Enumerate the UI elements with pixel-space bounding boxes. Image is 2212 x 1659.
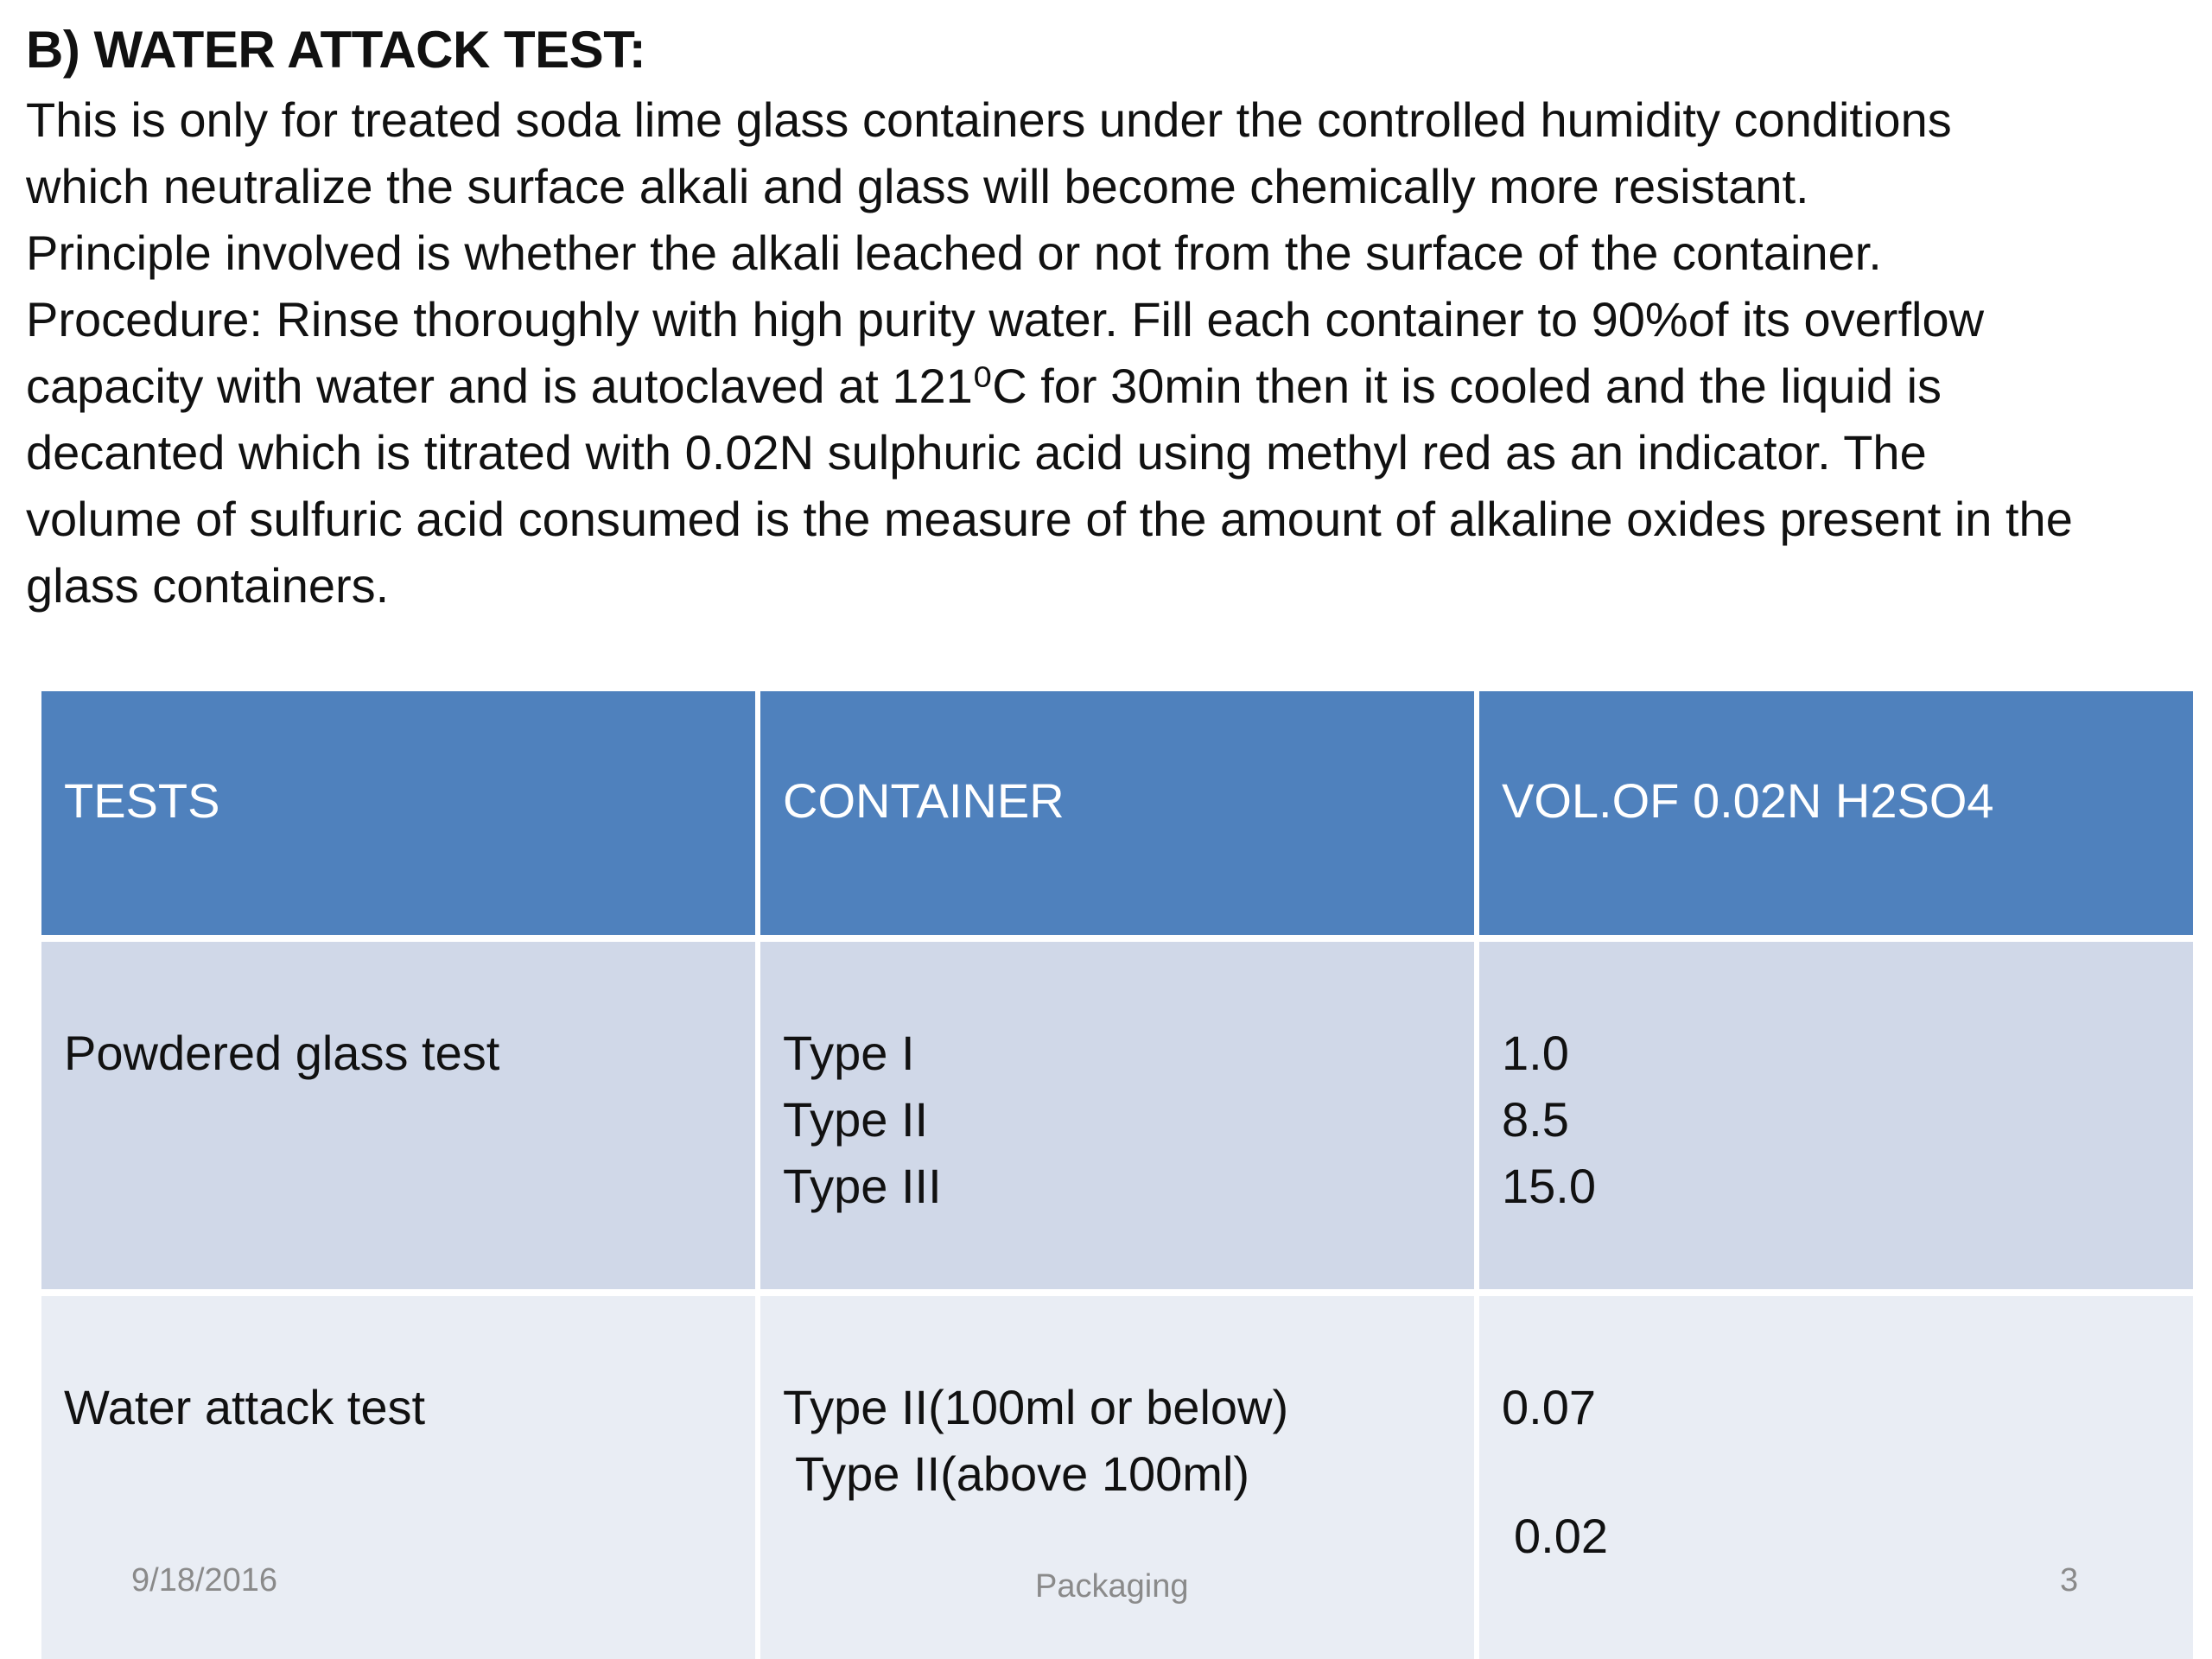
paragraph-line: glass containers.	[26, 558, 390, 613]
paragraph-line: This is only for treated soda lime glass containers under the controlled humidity conditions	[26, 92, 1952, 147]
test-name-cell	[41, 1296, 755, 1659]
container-type: Type I	[783, 1026, 915, 1080]
header-cell-volume: VOL.OF 0.02N H2SO4	[1479, 691, 2193, 935]
container-type: Type III	[783, 1159, 942, 1213]
test-name: Powdered glass test	[64, 1026, 500, 1080]
paragraph-line: capacity with water and is autoclaved at 121⁰C for 30min then it is cooled and the liquid is	[26, 359, 1942, 413]
table-header-row	[41, 691, 2193, 935]
volume-value: 0.02	[1514, 1509, 1608, 1563]
footer-title: Packaging	[1035, 1568, 1189, 1605]
paragraph-line: decanted which is titrated with 0.02N sulphuric acid using methyl red as an indicator. The	[26, 425, 1927, 480]
header-cell-tests: TESTS	[41, 691, 755, 935]
container-cell	[760, 942, 1474, 1289]
footer-page-number: 3	[2060, 1562, 2079, 1599]
body-paragraph	[26, 86, 2186, 619]
table-row	[41, 942, 2193, 1289]
header-cell-container: CONTAINER	[760, 691, 1474, 935]
paragraph-line: Procedure: Rinse thoroughly with high purity water. Fill each container to 90%of its overflow	[26, 292, 1985, 346]
container-type: Type II(above 100ml)	[795, 1446, 1250, 1501]
paragraph-line: volume of sulfuric acid consumed is the measure of the amount of alkaline oxides present in the	[26, 492, 2073, 546]
test-name: Water attack test	[64, 1380, 426, 1434]
volume-cell	[1479, 1296, 2193, 1659]
footer-date: 9/18/2016	[131, 1562, 278, 1599]
volume-value: 8.5	[1502, 1092, 1569, 1147]
volume-cell	[1479, 942, 2193, 1289]
paragraph-line: which neutralize the surface alkali and glass will become chemically more resistant.	[26, 159, 1809, 213]
volume-value: 1.0	[1502, 1026, 1569, 1080]
paragraph-line: Principle involved is whether the alkali leached or not from the surface of the container.	[26, 226, 1882, 280]
volume-value: 15.0	[1502, 1159, 1596, 1213]
volume-value: 0.07	[1502, 1380, 1596, 1434]
results-table	[41, 691, 2193, 1659]
test-name-cell	[41, 942, 755, 1289]
container-type: Type II(100ml or below)	[783, 1380, 1289, 1434]
slide-heading: B) WATER ATTACK TEST:	[26, 21, 646, 79]
container-type: Type II	[783, 1092, 929, 1147]
